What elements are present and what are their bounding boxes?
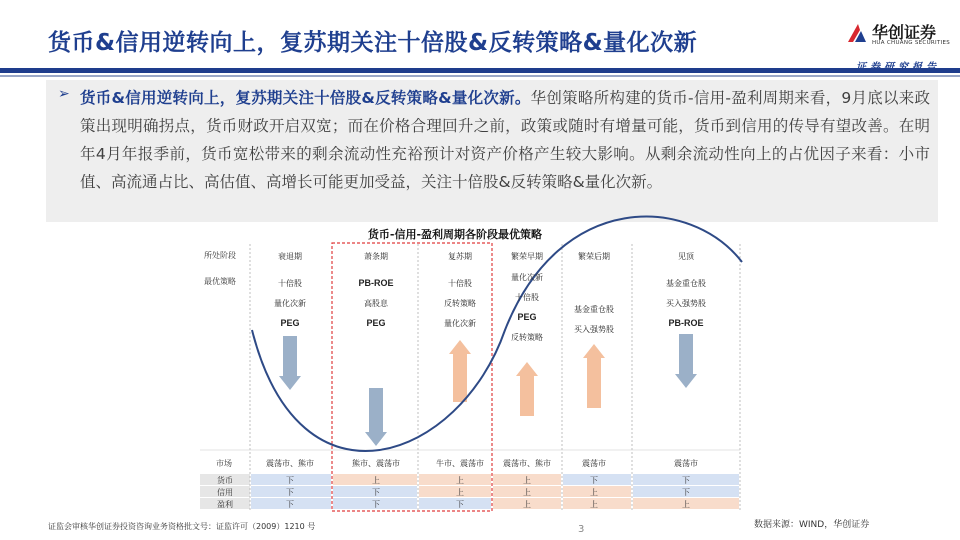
stage-market: 震荡市、熊市 bbox=[503, 459, 551, 468]
page-number: 3 bbox=[578, 524, 585, 535]
factor-row-label: 信用 bbox=[217, 488, 233, 497]
strategy-row-label: 最优策略 bbox=[204, 277, 236, 286]
factor-row-label: 货币 bbox=[217, 476, 233, 485]
stage-name: 繁荣后期 bbox=[578, 252, 610, 261]
factor-value: 上 bbox=[372, 476, 380, 485]
factor-value: 上 bbox=[590, 500, 598, 509]
stage-strategy: 高股息 bbox=[364, 299, 388, 308]
stage-strategy: PEG bbox=[366, 318, 386, 328]
stage-strategy: PB-ROE bbox=[358, 278, 394, 288]
stage-market: 牛市、震荡市 bbox=[436, 459, 484, 468]
factor-value: 上 bbox=[523, 476, 531, 485]
footer-license: 证监会审核华创证券投资咨询业务资格批文号：证监许可（2009）1210 号 bbox=[48, 522, 316, 531]
diagram-title: 货币-信用-盈利周期各阶段最优策略 bbox=[367, 228, 543, 241]
up-arrow-icon bbox=[516, 362, 538, 416]
stage-market: 熊市、震荡市 bbox=[352, 459, 400, 468]
factor-cell bbox=[419, 486, 491, 497]
up-arrow-icon bbox=[449, 340, 471, 402]
factor-value: 上 bbox=[523, 500, 531, 509]
down-arrow-icon bbox=[675, 334, 697, 388]
up-arrow-icon bbox=[583, 344, 605, 408]
stage-market: 震荡市、熊市 bbox=[266, 459, 314, 468]
bullet-arrow-icon: ➢ bbox=[58, 86, 70, 102]
stage-name: 见顶 bbox=[678, 252, 694, 261]
footer-source: 数据来源：WIND，华创证券 bbox=[754, 520, 870, 530]
down-arrow-icon bbox=[279, 336, 301, 390]
factor-cell bbox=[419, 498, 491, 509]
factor-value: 上 bbox=[456, 488, 464, 497]
factor-value: 上 bbox=[523, 488, 531, 497]
factor-value: 下 bbox=[286, 488, 294, 497]
factor-value: 下 bbox=[590, 476, 598, 485]
factor-value: 上 bbox=[682, 500, 690, 509]
stage-strategy: 买入强势股 bbox=[666, 299, 706, 308]
factor-row-label: 盈利 bbox=[217, 500, 233, 509]
stage-strategy: PB-ROE bbox=[668, 318, 704, 328]
stage-name: 衰退期 bbox=[278, 252, 302, 261]
stage-strategy: 量化次新 bbox=[511, 273, 543, 282]
factor-value: 下 bbox=[286, 500, 294, 509]
stage-name: 萧条期 bbox=[364, 252, 388, 261]
stage-market: 震荡市 bbox=[582, 459, 606, 468]
stage-strategy: PEG bbox=[280, 318, 300, 328]
factor-value: 下 bbox=[286, 476, 294, 485]
logo-name: 华创证券 bbox=[872, 23, 937, 42]
factor-value: 下 bbox=[682, 488, 690, 497]
stage-strategy: 量化次新 bbox=[444, 319, 476, 328]
factor-value: 下 bbox=[456, 500, 464, 509]
stage-strategy: 反转策略 bbox=[511, 333, 543, 342]
market-row-label: 市场 bbox=[216, 459, 232, 468]
factor-cell bbox=[419, 474, 491, 485]
cycle-curve bbox=[252, 217, 742, 451]
stage-strategy: 十倍股 bbox=[515, 293, 539, 302]
stage-row-label: 所处阶段 bbox=[204, 251, 236, 260]
page-title: 货币&信用逆转向上，复苏期关注十倍股&反转策略&量化次新 bbox=[48, 30, 698, 56]
stage-name: 繁荣早期 bbox=[511, 252, 543, 261]
factor-value: 下 bbox=[682, 476, 690, 485]
stage-name: 复苏期 bbox=[448, 252, 472, 261]
stage-strategy: 十倍股 bbox=[278, 279, 302, 288]
logo-subtitle: 证券研究报告 bbox=[856, 62, 940, 73]
factor-value: 上 bbox=[590, 488, 598, 497]
summary-highlight: 货币&信用逆转向上，复苏期关注十倍股&反转策略&量化次新。 bbox=[80, 89, 531, 107]
stage-strategy: 量化次新 bbox=[274, 299, 306, 308]
factor-value: 下 bbox=[372, 500, 380, 509]
logo-english: HUA CHUANG SECURITIES bbox=[872, 40, 951, 46]
stage-strategy: PEG bbox=[517, 312, 537, 322]
factor-value: 上 bbox=[456, 476, 464, 485]
stage-strategy: 买入强势股 bbox=[574, 325, 614, 334]
stage-strategy: 基金重仓股 bbox=[666, 279, 706, 288]
stage-market: 震荡市 bbox=[674, 459, 698, 468]
stage-strategy: 十倍股 bbox=[448, 279, 472, 288]
down-arrow-icon bbox=[365, 388, 387, 446]
factor-value: 下 bbox=[372, 488, 380, 497]
stage-strategy: 反转策略 bbox=[444, 299, 476, 308]
summary-body: 华创策略所构建的货币-信用-盈利周期来看，9月底以来政策出现明确拐点，货币财政开启双宽；而在价格合理回升之前，政策或随时有增量可能，货币到信用的传导有望改善。在明年4月年报季前，货币宽松带来的剩余流动性充裕预计对资产价格产生较大影响。从剩余流动性向上的占优因子来看：小市值、高流通占比、高估值、高增长可能更加受益，关注十倍股&反转策略&量化次新。 bbox=[80, 89, 930, 191]
stage-strategy: 基金重仓股 bbox=[574, 305, 614, 314]
